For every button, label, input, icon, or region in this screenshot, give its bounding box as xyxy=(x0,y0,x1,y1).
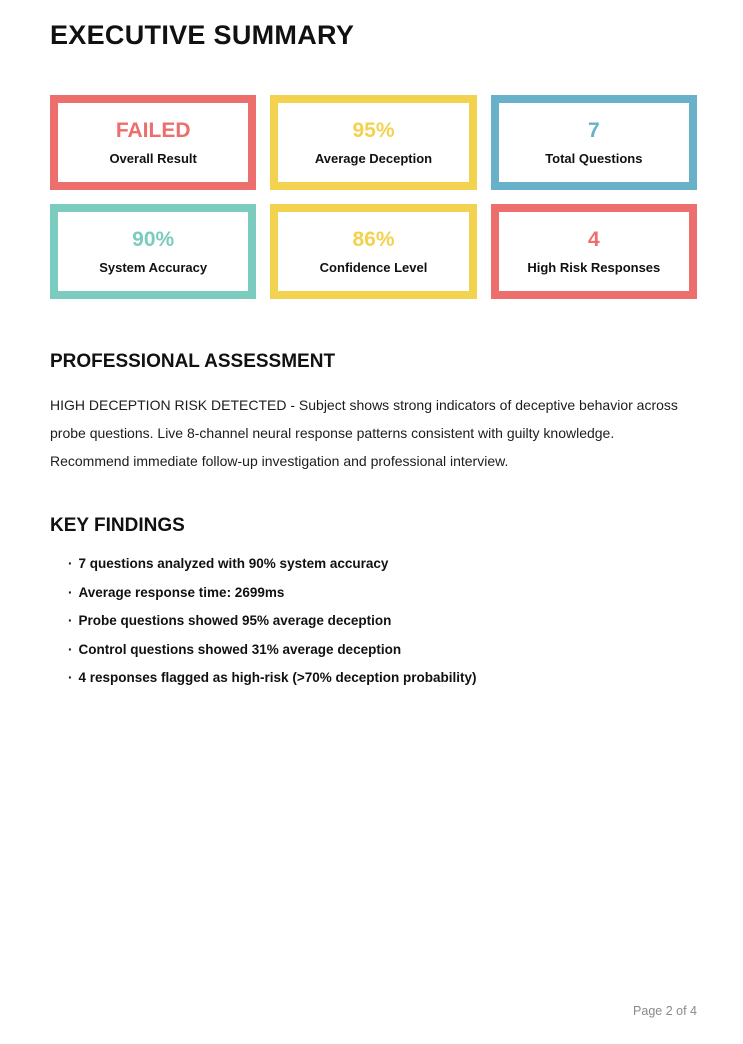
findings-list xyxy=(50,557,697,685)
page-number: Page 2 of 4 xyxy=(633,1004,697,1018)
bullet-icon: · xyxy=(68,584,73,600)
card-value: FAILED xyxy=(115,119,191,142)
finding-text: 4 responses flagged as high-risk (>70% deception probability) xyxy=(78,670,477,685)
card-label: Confidence Level xyxy=(319,260,428,275)
card-value: 7 xyxy=(587,119,600,142)
stat-card-high-risk-responses xyxy=(491,204,697,299)
card-value: 4 xyxy=(587,228,600,251)
bullet-icon: · xyxy=(68,641,73,657)
findings-heading: KEY FINDINGS xyxy=(50,515,185,536)
stat-card-overall-result xyxy=(50,95,256,190)
card-value: 90% xyxy=(132,228,175,251)
bullet-icon: · xyxy=(68,670,73,685)
finding-item xyxy=(68,614,697,628)
assessment-body-text: HIGH DECEPTION RISK DETECTED - Subject shows strong indicators of deceptive behavior across probe questions. Live 8-channel neural response patterns consistent with guilty knowledge. Recommend immediate follow-up investigation and professional interview. xyxy=(50,397,678,469)
bullet-icon: · xyxy=(68,556,73,571)
card-value: 95% xyxy=(352,119,395,142)
finding-item xyxy=(68,586,697,600)
finding-text: Probe questions showed 95% average deception xyxy=(78,613,392,628)
key-findings-section xyxy=(50,515,697,685)
card-label: High Risk Responses xyxy=(527,260,661,275)
stat-card-average-deception xyxy=(270,95,476,190)
professional-assessment-section xyxy=(50,351,697,475)
stat-card-confidence-level xyxy=(270,204,476,299)
card-label: Total Questions xyxy=(545,151,643,166)
stat-card-system-accuracy xyxy=(50,204,256,299)
card-label: Overall Result xyxy=(109,151,197,166)
finding-text: 7 questions analyzed with 90% system accuracy xyxy=(78,556,389,571)
finding-text: Average response time: 2699ms xyxy=(78,584,285,600)
assessment-heading: PROFESSIONAL ASSESSMENT xyxy=(50,351,336,372)
finding-item xyxy=(68,557,697,571)
bullet-icon: · xyxy=(68,613,73,628)
card-label: System Accuracy xyxy=(99,260,208,275)
finding-item xyxy=(68,671,697,685)
card-label: Average Deception xyxy=(314,151,433,166)
stat-card-total-questions xyxy=(491,95,697,190)
page-title: EXECUTIVE SUMMARY xyxy=(50,20,355,50)
card-value: 86% xyxy=(352,228,395,251)
finding-text: Control questions showed 31% average deception xyxy=(78,641,402,657)
summary-cards xyxy=(50,95,697,299)
finding-item xyxy=(68,643,697,657)
